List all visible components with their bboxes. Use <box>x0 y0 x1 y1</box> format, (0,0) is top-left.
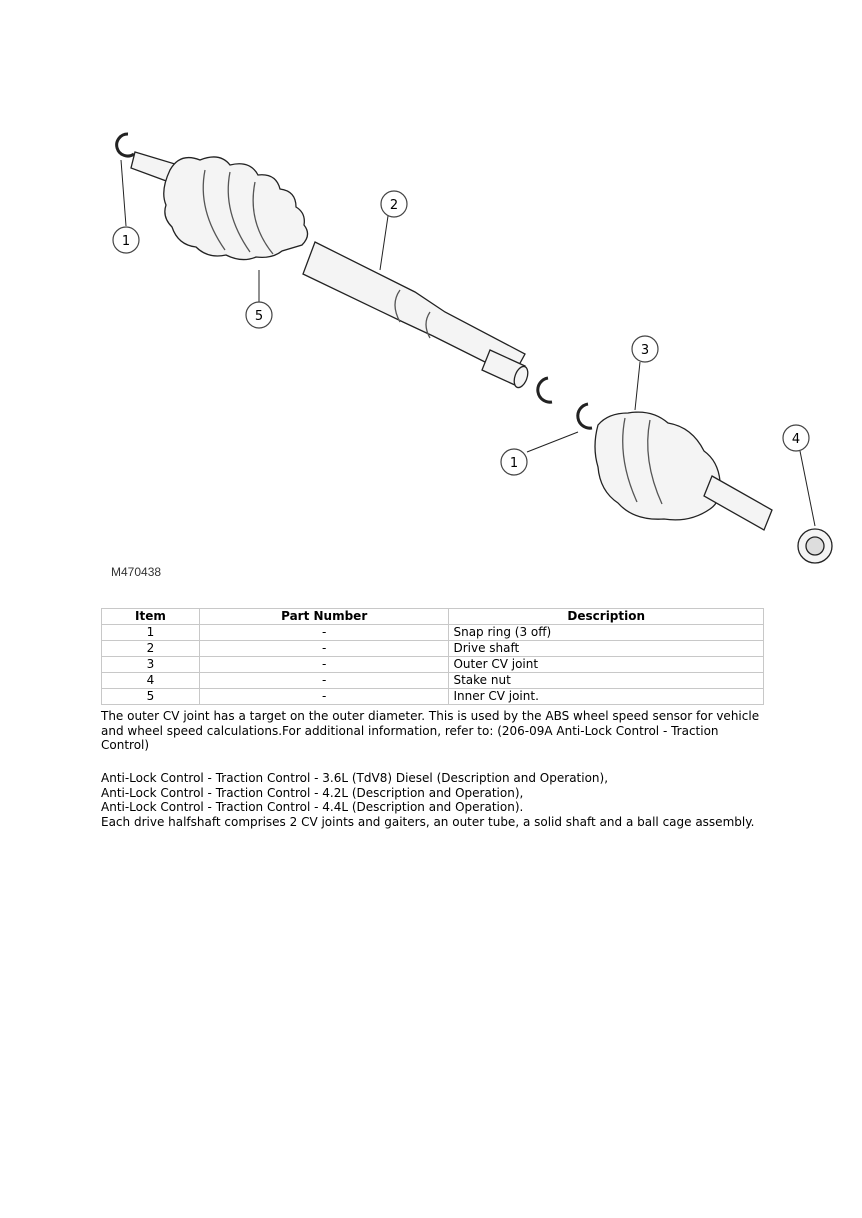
cell-part-number: - <box>199 673 449 689</box>
stake-nut <box>798 529 832 563</box>
cell-description: Drive shaft <box>449 641 764 657</box>
header-part-number: Part Number <box>199 609 449 625</box>
reference-link-4-4l[interactable]: Anti-Lock Control - Traction Control - 4.4L (Description and Operation). <box>101 800 524 814</box>
halfshaft-description: Each drive halfshaft comprises 2 CV joints and gaiters, an outer tube, a solid shaft and a ball cage assembly. <box>101 814 755 829</box>
cell-item: 2 <box>102 641 200 657</box>
callout-2: 2 <box>389 198 399 213</box>
snap-ring-3 <box>578 404 592 428</box>
table-header-row <box>102 609 764 625</box>
cell-item: 5 <box>102 689 200 705</box>
cell-description: Outer CV joint <box>449 657 764 673</box>
table-row <box>102 641 764 657</box>
callout-5: 5 <box>254 309 264 324</box>
parts-table <box>101 608 764 705</box>
figure-label: M470438 <box>111 565 162 579</box>
snap-ring-2 <box>538 378 552 402</box>
header-description: Description <box>449 609 764 625</box>
table-row <box>102 673 764 689</box>
inner-cv-boot <box>164 157 308 260</box>
cell-description: Snap ring (3 off) <box>449 625 764 641</box>
table-row <box>102 657 764 673</box>
header-item: Item <box>102 609 200 625</box>
cell-part-number: - <box>199 689 449 705</box>
cell-part-number: - <box>199 641 449 657</box>
snap-ring-1 <box>117 134 134 156</box>
abs-target-paragraph: The outer CV joint has a target on the outer diameter. This is used by the ABS wheel speed sensor for vehicle and wheel speed calculations.For additional information, refer to: (206-09A Anti-Lock Control - Traction Control) <box>101 709 760 752</box>
drive-shaft-illustration <box>95 120 801 570</box>
cell-item: 1 <box>102 625 200 641</box>
outer-cv-joint <box>595 412 720 520</box>
table-row <box>102 689 764 705</box>
callout-3: 3 <box>640 343 650 358</box>
callout-4: 4 <box>791 432 801 447</box>
reference-list <box>101 771 761 829</box>
table-row <box>102 625 764 641</box>
cell-description: Inner CV joint. <box>449 689 764 705</box>
cell-item: 4 <box>102 673 200 689</box>
reference-link-4-2l[interactable]: Anti-Lock Control - Traction Control - 4.2L (Description and Operation), <box>101 785 524 800</box>
cell-part-number: - <box>199 657 449 673</box>
cell-description: Stake nut <box>449 673 764 689</box>
reference-link-3-6l[interactable]: Anti-Lock Control - Traction Control - 3.6L (TdV8) Diesel (Description and Operation), <box>101 771 609 785</box>
cell-part-number: - <box>199 625 449 641</box>
callout-1a: 1 <box>121 234 131 249</box>
cell-item: 3 <box>102 657 200 673</box>
callout-1b: 1 <box>509 456 519 471</box>
